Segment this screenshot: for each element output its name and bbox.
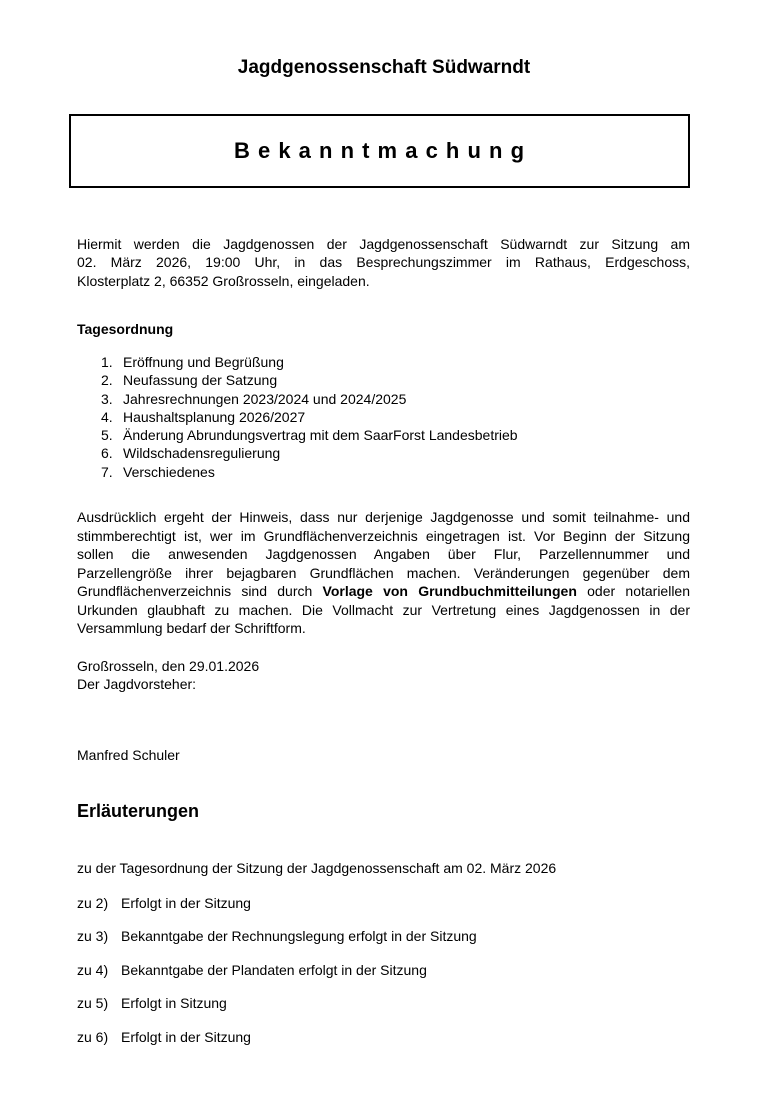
- agenda-item-text: Jahresrechnungen 2023/2024 und 2024/2025: [123, 390, 407, 407]
- page-title: Jagdgenossenschaft Südwarndt: [237, 57, 531, 78]
- legal-line: stimmberechtigt ist, wer im Grundflächenverzeichnis eingetragen ist. Vor Beginn der Sitzung: [77, 527, 690, 544]
- agenda-item-number: 2.: [101, 372, 113, 389]
- agenda-heading: Tagesordnung: [77, 321, 174, 337]
- agenda-item-number: 6.: [101, 445, 113, 462]
- agenda-item: [101, 444, 518, 462]
- agenda-list: [101, 353, 518, 481]
- explanation-item-text: Erfolgt in der Sitzung: [121, 895, 251, 911]
- notice-box: [69, 114, 690, 188]
- explanations-heading: Erläuterungen: [77, 801, 200, 821]
- signatory-role: Der Jagdvorsteher:: [77, 676, 197, 693]
- explanations-list: [77, 894, 690, 1061]
- legal-line: Urkunden glaubhaft zu machen. Die Vollmacht zur Vertretung eines Jagdgenossen in der: [77, 601, 690, 618]
- explanation-item: [77, 894, 690, 912]
- signatory-name: Manfred Schuler: [77, 747, 180, 763]
- legal-line: Ausdrücklich ergeht der Hinweis, dass nur derjenige Jagdgenosse und somit teilnahme- und: [77, 509, 690, 525]
- legal-line-pre: Grundflächenverzeichnis sind durch: [77, 583, 313, 600]
- legal-line-bold: Vorlage von Grundbuchmitteilungen: [322, 583, 577, 600]
- agenda-item-number: 3.: [101, 390, 113, 407]
- agenda-item: [101, 371, 518, 389]
- explanation-item-text: Erfolgt in Sitzung: [121, 995, 227, 1012]
- agenda-item: [101, 463, 518, 481]
- agenda-item-number: 4.: [101, 408, 113, 425]
- explanation-item: [77, 961, 690, 979]
- agenda-item-text: Neufassung der Satzung: [123, 372, 278, 389]
- explanation-item-label: zu 5): [77, 995, 109, 1012]
- invitation-line: Hiermit werden die Jagdgenossen der Jagdgenossenschaft Südwarndt zur Sitzung am: [77, 236, 690, 252]
- explanation-item: [77, 994, 690, 1012]
- agenda-item-number: 7.: [101, 463, 113, 480]
- legal-paragraph: [77, 508, 690, 638]
- agenda-item-number: 5.: [101, 427, 113, 444]
- agenda-item: [101, 390, 518, 408]
- agenda-item-text: Wildschadensregulierung: [123, 445, 281, 462]
- invitation-paragraph: [77, 235, 690, 290]
- agenda-item-number: 1.: [101, 354, 113, 370]
- signature-block: [77, 657, 259, 694]
- explanation-item-label: zu 6): [77, 1028, 109, 1045]
- explanation-item: [77, 927, 690, 945]
- place-date-line: Großrosseln, den 29.01.2026: [77, 658, 260, 674]
- agenda-item-text: Verschiedenes: [123, 463, 215, 480]
- agenda-item: [101, 353, 518, 371]
- legal-line-post: oder notariellen: [587, 583, 691, 600]
- legal-line: sollen die anwesenden Jagdgenossen Angaben über Flur, Parzellennummer und: [77, 546, 690, 563]
- invitation-line: Klosterplatz 2, 66352 Großrosseln, eingeladen.: [77, 272, 370, 289]
- explanation-item-label: zu 2): [77, 895, 109, 911]
- agenda-item-text: Haushaltsplanung 2026/2027: [123, 408, 306, 425]
- legal-line: Versammlung bedarf der Schriftform.: [77, 620, 306, 637]
- explanation-item: [77, 1028, 690, 1046]
- agenda-item: [101, 426, 518, 444]
- explanation-item-text: Bekanntgabe der Plandaten erfolgt in der Sitzung: [121, 961, 427, 978]
- explanation-item-label: zu 3): [77, 928, 109, 945]
- agenda-item: [101, 408, 518, 426]
- agenda-item-text: Eröffnung und Begrüßung: [123, 354, 284, 370]
- agenda-item-text: Änderung Abrundungsvertrag mit dem SaarForst Landesbetrieb: [123, 427, 518, 444]
- legal-line-with-bold: [77, 582, 690, 601]
- invitation-line: 02. März 2026, 19:00 Uhr, in das Besprechungszimmer im Rathaus, Erdgeschoss,: [77, 254, 690, 271]
- explanations-intro: zu der Tagesordnung der Sitzung der Jagdgenossenschaft am 02. März 2026: [77, 860, 557, 876]
- explanation-item-label: zu 4): [77, 961, 109, 978]
- explanation-item-text: Bekanntgabe der Rechnungslegung erfolgt in der Sitzung: [121, 928, 477, 945]
- legal-line: Parzellengröße ihrer bejagbaren Grundflächen machen. Veränderungen gegenüber dem: [77, 564, 690, 581]
- explanation-item-text: Erfolgt in der Sitzung: [121, 1028, 251, 1045]
- notice-heading: B e k a n n t m a c h u n g: [233, 138, 526, 163]
